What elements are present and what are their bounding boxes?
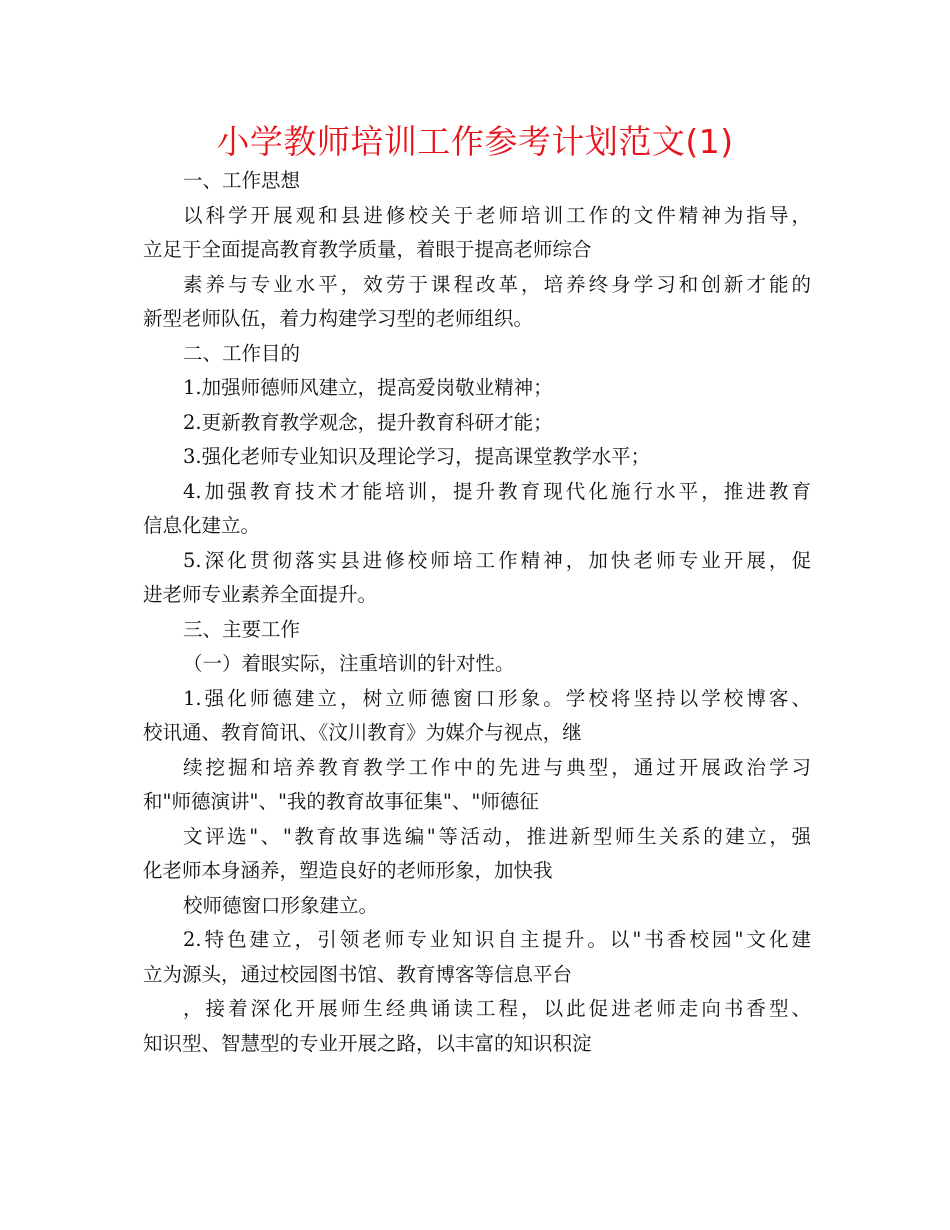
paragraph-line: 2.特色建立，引领老师专业知识自主提升。以"书香校园"文化建: [183, 928, 811, 951]
list-item: 3.强化老师专业知识及理论学习，提高课堂教学水平；: [183, 445, 651, 468]
paragraph-line: 新型老师队伍，着力构建学习型的老师组织。: [143, 307, 534, 330]
list-item-continuation: 进老师专业素养全面提升。: [143, 583, 378, 606]
list-item-continuation: 信息化建立。: [143, 514, 261, 537]
list-item: 2.更新教育教学观念，提升教育科研才能；: [183, 410, 553, 434]
section-heading-2: 二、工作目的: [183, 341, 301, 365]
paragraph-line: 1.强化师德建立，树立师德窗口形象。学校将坚持以学校博客、: [183, 686, 811, 710]
paragraph-line: ，接着深化开展师生经典诵读工程，以此促进老师走向书香型、: [183, 997, 811, 1020]
paragraph-line: 以科学开展观和县进修校关于老师培训工作的文件精神为指导，: [183, 203, 811, 227]
list-item: 1.加强师德师风建立，提高爱岗敬业精神；: [183, 376, 553, 399]
paragraph-line: 立足于全面提高教育教学质量，着眼于提高老师综合: [143, 238, 592, 261]
paragraph-line: 和"师德演讲"、"我的教育故事征集"、"师德征: [143, 790, 539, 813]
paragraph-line: 续挖掘和培养教育教学工作中的先进与典型，通过开展政治学习: [183, 755, 811, 779]
paragraph-line: 校师德窗口形象建立。: [183, 893, 379, 917]
paragraph-line: 化老师本身涵养，塑造良好的老师形象，加快我: [143, 859, 553, 882]
subsection-heading: （一）着眼实际，注重培训的针对性。: [183, 652, 515, 675]
paragraph-line: 立为源头，通过校园图书馆、教育博客等信息平台: [143, 962, 573, 986]
document-body: [143, 164, 811, 1061]
paragraph-line: 校讯通、教育简讯、《汶川教育》为媒介与视点，继: [143, 721, 582, 744]
list-item: 5.深化贯彻落实县进修校师培工作精神，加快老师专业开展，促: [183, 548, 811, 572]
paragraph-line: 知识型、智慧型的专业开展之路，以丰富的知识积淀: [143, 1031, 592, 1055]
list-item: 4.加强教育技术才能培训，提升教育现代化施行水平，推进教育: [183, 479, 811, 503]
paragraph-line: 素养与专业水平，效劳于课程改革，培养终身学习和创新才能的: [183, 272, 811, 296]
section-heading-3: 三、主要工作: [183, 617, 301, 641]
document-title: 小学教师培训工作参考计划范文(1): [216, 122, 734, 161]
section-heading-1: 一、工作思想: [183, 169, 301, 192]
paragraph-line: 文评选"、"教育故事选编"等活动，推进新型师生关系的建立，强: [183, 824, 811, 848]
